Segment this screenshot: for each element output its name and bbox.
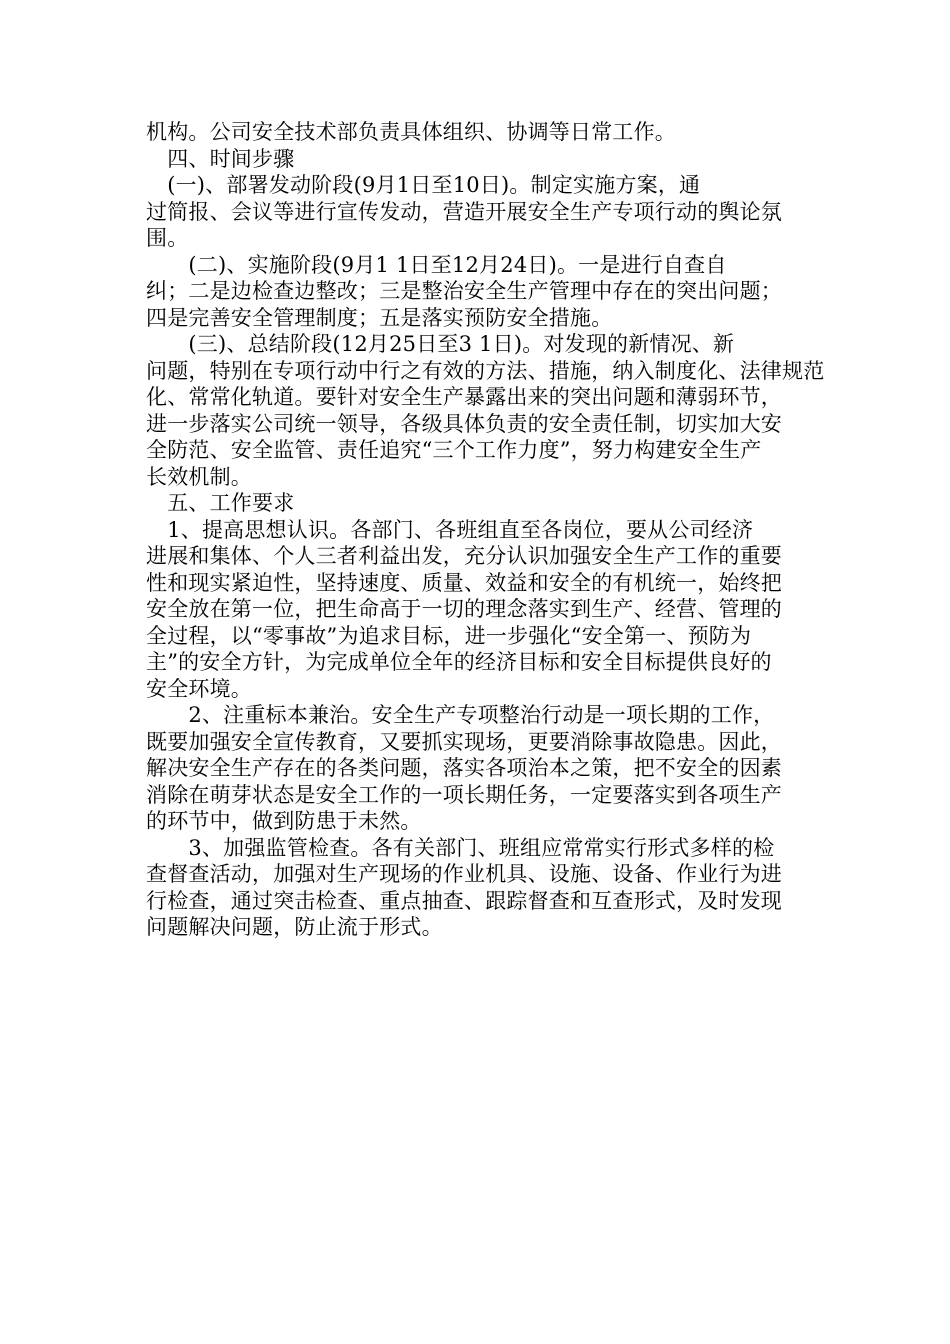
text-line-24: 既要加强安全宣传教育，又要抓实现场，更要消除事故隐患。因此， — [146, 729, 782, 754]
text-line-13: 全防范、安全监管、责任追究“三个工作力度”，努力构建安全生产 — [146, 438, 762, 462]
text-line-1: 机构。公司安全技术部负责具体组织、协调等日常工作。 — [146, 120, 676, 144]
text-line-30: 行检查，通过突击检查、重点抽查、跟踪督查和互查形式，及时发现 — [146, 888, 782, 913]
text-line-10: 问题，特别在专项行动中行之有效的方法、措施，纳入制度化、法律规范 — [146, 358, 825, 383]
text-line-26: 消除在萌芽状态是安全工作的一项长期任务，一定要落实到各项生产 — [146, 782, 782, 807]
text-line-19: 安全放在第一位，把生命高于一切的理念落实到生产、经营、管理的 — [146, 597, 782, 621]
text-line-12: 进一步落实公司统一领导，各级具体负责的安全责任制，切实加大安 — [146, 411, 782, 436]
text-line-7: 纠；二是边检查边整改；三是整治安全生产管理中存在的突出问题； — [146, 279, 782, 303]
text-line-27: 的环节中，做到防患于未然。 — [146, 809, 422, 833]
text-line-23: 2、注重标本兼治。安全生产专项整治行动是一项长期的工作， — [146, 703, 775, 727]
text-line-20: 全过程，以“零事故”为追求目标，进一步强化“安全第一、预防为 — [146, 623, 752, 648]
section-heading-time-steps: 四、时间步骤 — [146, 146, 295, 171]
text-line-16: 1、提高思想认识。各部门、各班组直至各岗位，要从公司经济 — [146, 517, 754, 542]
text-line-31: 问题解决问题，防止流于形式。 — [146, 915, 443, 939]
document-body — [146, 119, 826, 941]
section-heading-work-requirements: 五、工作要求 — [146, 491, 295, 515]
text-line-6: (二)、实施阶段(9月1 1日至12月24日)。一是进行自查自 — [146, 252, 727, 277]
text-line-4a — [146, 199, 826, 226]
text-line-28: 3、加强监管检查。各有关部门、班组应常常实行形式多样的检 — [146, 835, 775, 860]
text-line-21: 主”的安全方针，为完成单位全年的经济目标和安全目标提供良好的 — [146, 650, 772, 674]
text-line-29: 查督查活动，加强对生产现场的作业机具、设施、设备、作业行为进 — [146, 862, 782, 886]
text-line-22: 安全环境。 — [146, 676, 252, 701]
text-line-14: 长效机制。 — [146, 464, 252, 489]
text-line-3: (一)、部署发动阶段(9月1日至10日)。制定实施方案，通 — [146, 173, 701, 197]
text-line-17: 进展和集体、个人三者利益出发，充分认识加强安全生产工作的重要 — [146, 544, 782, 568]
text-line-11: 化、常常化轨道。要针对安全生产暴露出来的突出问题和薄弱环节， — [146, 385, 782, 409]
text-line-9: (三)、总结阶段(12月25日至3 1日)。对发现的新情况、新 — [146, 332, 735, 356]
text-line-18: 性和现实紧迫性，坚持速度、质量、效益和安全的有机统一，始终把 — [146, 570, 782, 595]
text-line-5: 围。 — [146, 226, 189, 250]
text-line-4a-text: 过简报、会议等进行宣传发动，营造开展安全生产专项行动的舆论氛 — [146, 199, 782, 224]
text-line-25: 解决安全生产存在的各类问题，落实各项治本之策，把不安全的因素 — [146, 756, 782, 780]
text-line-8: 四是完善安全管理制度；五是落实预防安全措施。 — [146, 305, 613, 330]
